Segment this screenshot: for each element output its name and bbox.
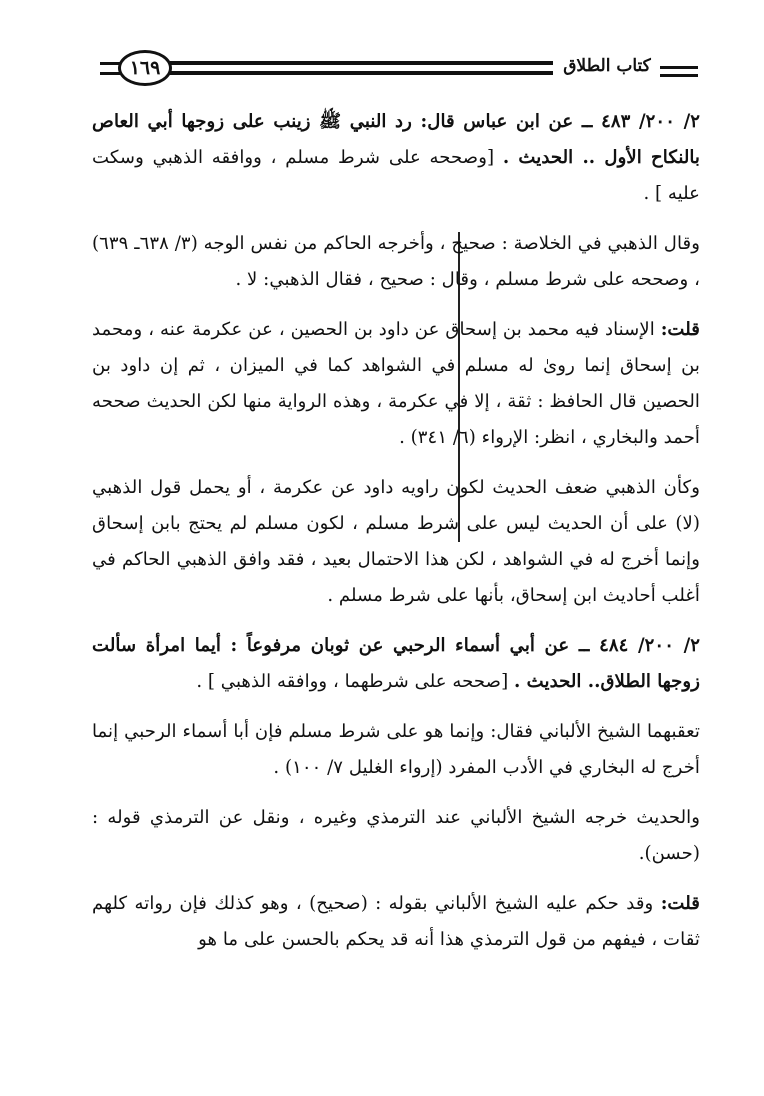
header-rule-right-lower bbox=[660, 74, 698, 77]
albani-critique-text: تعقبهما الشيخ الألباني فقال: وإنما هو على شرط مسلم فإن أبا أسماء الرحبي إنما أخرج له البخاري في الأدب المفرد (إرواء الغليل ٧/ ١٠٠) . bbox=[92, 721, 700, 778]
dhahabi-comment-text: وقال الذهبي في الخلاصة : صحيح ، وأخرجه الحاكم من نفس الوجه (٣/ ٦٣٨ـ ٦٣٩) ، وصححه على شرط مسلم ، وقال : صحيح ، فقال الذهبي: لا . bbox=[92, 233, 700, 290]
hadith-483 bbox=[92, 104, 700, 212]
dhahabi-comment bbox=[92, 226, 700, 298]
hadith-484-ruling: [صححه على شرطهما ، ووافقه الذهبي ] . bbox=[196, 671, 514, 692]
dhahabi-analysis-text: وكأن الذهبي ضعف الحديث لكون راويه داود عن عكرمة ، أو يحمل قول الذهبي (لا) على أن الحديث ليس على شرط مسلم ، لكون مسلم لم يحتج بابن إسحاق وإنما أخرج له في الشواهد ، لكن هذا الاحتمال بعيد ، فقد وافق الذهبي الحاكم في أغلب أحاديث ابن إسحاق، بأنها على شرط مسلم . bbox=[92, 477, 700, 606]
author-note-2 bbox=[92, 886, 700, 958]
author-note-1-text: الإسناد فيه محمد بن إسحاق عن داود بن الحصين ، عن عكرمة عنه ، ومحمد بن إسحاق إنما روىٰ له مسلم في الشواهد كما في الميزان ، ثم إن داود بن الحصين قال الحافظ : ثقة ، إلا في عكرمة ، وهذه الرواية منها لكن الحديث صححه أحمد والبخاري ، انظر: الإرواء (٦/ ٣٤١) . bbox=[92, 319, 700, 448]
page-number: ١٦٩ bbox=[118, 50, 172, 86]
header-rule-upper bbox=[170, 61, 553, 65]
albani-critique bbox=[92, 714, 700, 786]
tirmidhi-note-text: والحديث خرجه الشيخ الألباني عند الترمذي وغيره ، ونقل عن الترمذي قوله : (حسن). bbox=[92, 807, 700, 864]
header-rule-left-lower bbox=[100, 72, 120, 75]
dhahabi-analysis bbox=[92, 470, 700, 614]
header-rule-right-upper bbox=[660, 66, 698, 69]
hadith-484 bbox=[92, 628, 700, 700]
header-rule-left-upper bbox=[100, 62, 120, 65]
author-note-2-label: قلت: bbox=[660, 893, 700, 914]
author-note-1-label: قلت: bbox=[660, 319, 700, 340]
author-note-1 bbox=[92, 312, 700, 456]
page-header bbox=[0, 0, 764, 100]
hadith-483-heading: ٢/ ٢٠٠/ ٤٨٣ ــ عن ابن عباس قال: رد النبي ﷺ زينب على زوجها أبي العاص بالنكاح الأول .. الحديث . bbox=[92, 111, 700, 168]
page-body bbox=[92, 104, 700, 972]
tirmidhi-note bbox=[92, 800, 700, 872]
hadith-484-heading: ٢/ ٢٠٠/ ٤٨٤ ــ عن أبي أسماء الرحبي عن ثوبان مرفوعاً : أيما امرأة سألت زوجها الطلاق.. الحديث . bbox=[92, 635, 700, 692]
running-title: كتاب الطلاق bbox=[563, 56, 651, 76]
hadith-483-ruling: [وصححه على شرط مسلم ، ووافقه الذهبي وسكت عليه ] . bbox=[92, 147, 700, 204]
author-note-2-text: وقد حكم عليه الشيخ الألباني بقوله : (صحيح) ، وهو كذلك فإن رواته كلهم ثقات ، فيفهم من قول الترمذي هذا أنه قد يحكم بالحسن على ما هو bbox=[92, 893, 700, 950]
header-rule-lower bbox=[170, 71, 553, 75]
